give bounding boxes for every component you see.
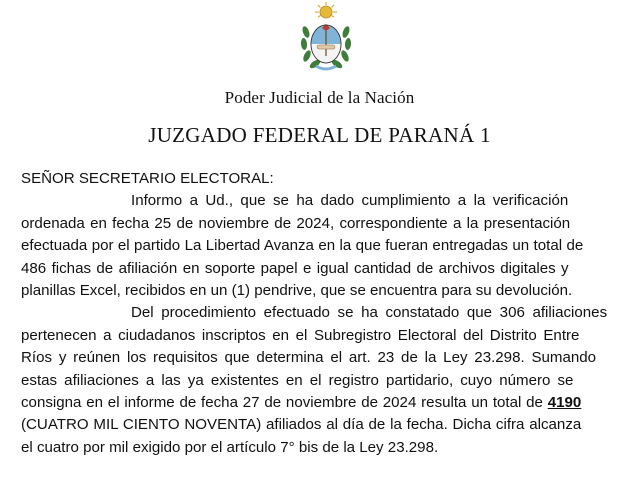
paragraph-2-line-5-text: consigna en el informe de fecha 27 de noviembre de 2024 resulta un total de bbox=[21, 393, 543, 411]
paragraph-2-line-3: Ríos y reúnen los requisitos que determina el art. 23 de la Ley 23.298. Sumando bbox=[21, 349, 597, 367]
paragraph-2-line-5 bbox=[21, 392, 627, 414]
total-affiliates-number: 4190 bbox=[547, 393, 582, 411]
document-body bbox=[21, 168, 627, 459]
paragraph-1-line-5: planillas Excel, recibidos en un (1) pendrive, que se encuentra para su devolución. bbox=[21, 281, 573, 299]
sun-icon bbox=[315, 2, 337, 18]
paragraph-2-line-1: Del procedimiento efectuado se ha constatado que 306 afiliaciones bbox=[131, 304, 608, 322]
court-title: JUZGADO FEDERAL DE PARANÁ 1 bbox=[148, 123, 491, 147]
court-name: Poder Judicial de la Nación bbox=[224, 88, 415, 107]
paragraph-2-line-4: estas afiliaciones a las ya existentes en el registro partidario, cuyo número se bbox=[21, 371, 574, 389]
paragraph-1-line-2: ordenada en fecha 25 de noviembre de 2024, correspondiente a la presentación bbox=[21, 214, 571, 232]
coat-of-arms-icon bbox=[296, 0, 356, 72]
paragraph-1-line-4: 486 fichas de afiliación en soporte papel e igual cantidad de archivos digitales y bbox=[21, 259, 569, 277]
salutation: SEÑOR SECRETARIO ELECTORAL: bbox=[21, 170, 274, 187]
paragraph-1-line-1: Informo a Ud., que se ha dado cumplimiento a la verificación bbox=[131, 192, 569, 210]
paragraph-2-line-6: (CUATRO MIL CIENTO NOVENTA) afiliados al día de la fecha. Dicha cifra alcanza bbox=[21, 416, 582, 434]
paragraph-1-line-3: efectuada por el partido La Libertad Avanza en la que fueran entregadas un total de bbox=[21, 237, 584, 255]
paragraph-2-line-2: pertenecen a ciudadanos inscriptos en el Subregistro Electoral del Distrito Entre bbox=[21, 326, 580, 344]
paragraph-2-line-7: el cuatro por mil exigido por el artículo 7° bis de la Ley 23.298. bbox=[21, 438, 439, 456]
